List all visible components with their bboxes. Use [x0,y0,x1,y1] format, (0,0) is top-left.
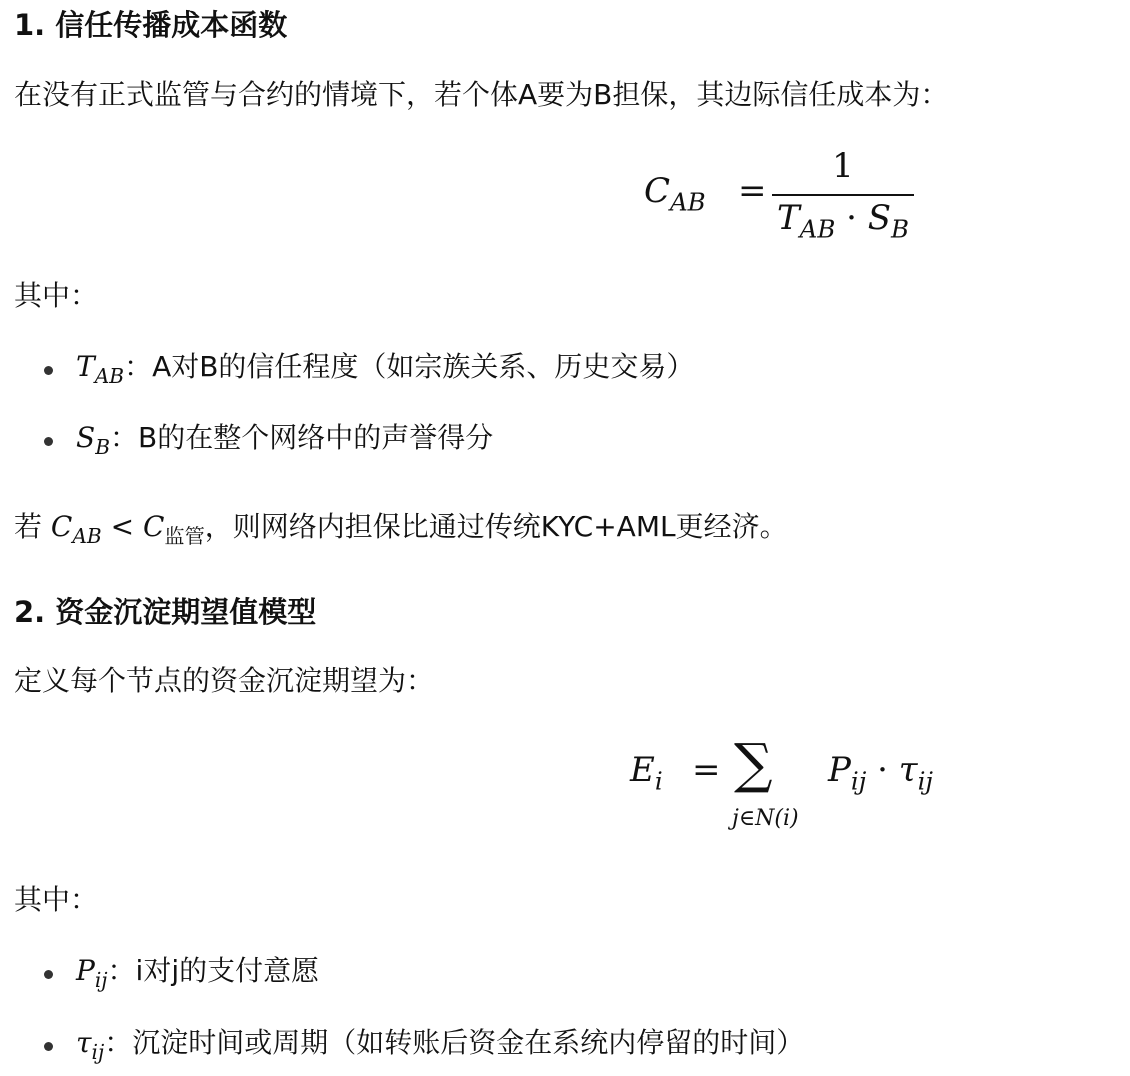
section-1-where-label: 其中： [14,279,99,312]
bullet-icon [44,366,53,375]
list-item-text: ：i对j的支付意愿 [107,954,320,987]
list-item-symbol: $\tau_{ij}$ [76,1026,105,1065]
bullet-icon [44,970,53,979]
formula-lhs: $C_{AB}$ [644,171,706,217]
list-item-symbol: $P_{ij}$ [76,954,108,993]
list-item-text: ：A对B的信任程度（如宗族关系、历史交易） [124,350,695,383]
formula-denominator: $T_{AB} \cdot S_B$ [776,198,910,244]
section-1-heading: 1. 信任传播成本函数 [14,8,288,42]
bullet-icon [44,1042,53,1051]
trust-cost-formula [644,140,944,250]
list-item-p-ij [76,954,320,993]
section-1-intro: 在没有正式监管与合约的情境下，若个体A要为B担保，其边际信任成本为： [14,78,949,111]
document-page [14,0,1114,1076]
formula-rhs: $P_{ij} \cdot \tau_{ij}$ [828,750,933,796]
list-item-text: ：B的在整个网络中的声誉得分 [110,421,494,454]
fund-settlement-formula [630,732,960,840]
formula-lhs: $E_i$ [630,750,663,796]
list-item-symbol: $S_B$ [76,421,110,460]
section-1-conclusion: 若 $C_{AB} < C_{监管}$，则网络内担保比通过传统KYC+AML更经济。 [14,510,788,549]
section-2-heading: 2. 资金沉淀期望值模型 [14,595,317,629]
formula-equals: = [738,171,767,211]
summation-sign: ∑ [734,732,773,795]
formula-equals: = [692,750,721,790]
list-item-text: ：沉淀时间或周期（如转账后资金在系统内停留的时间） [104,1026,805,1059]
summation-limit: j∈N(i) [732,806,799,831]
fraction-bar [772,194,914,196]
list-item-tau-ij [76,1026,805,1065]
section-2-where-label: 其中： [14,883,99,916]
list-item-t-ab [76,350,695,389]
list-item-symbol: $T_{AB}$ [76,350,125,389]
section-2-intro: 定义每个节点的资金沉淀期望为： [14,664,435,697]
list-item-s-b [76,421,494,460]
formula-numerator: 1 [832,146,854,186]
bullet-icon [44,437,53,446]
